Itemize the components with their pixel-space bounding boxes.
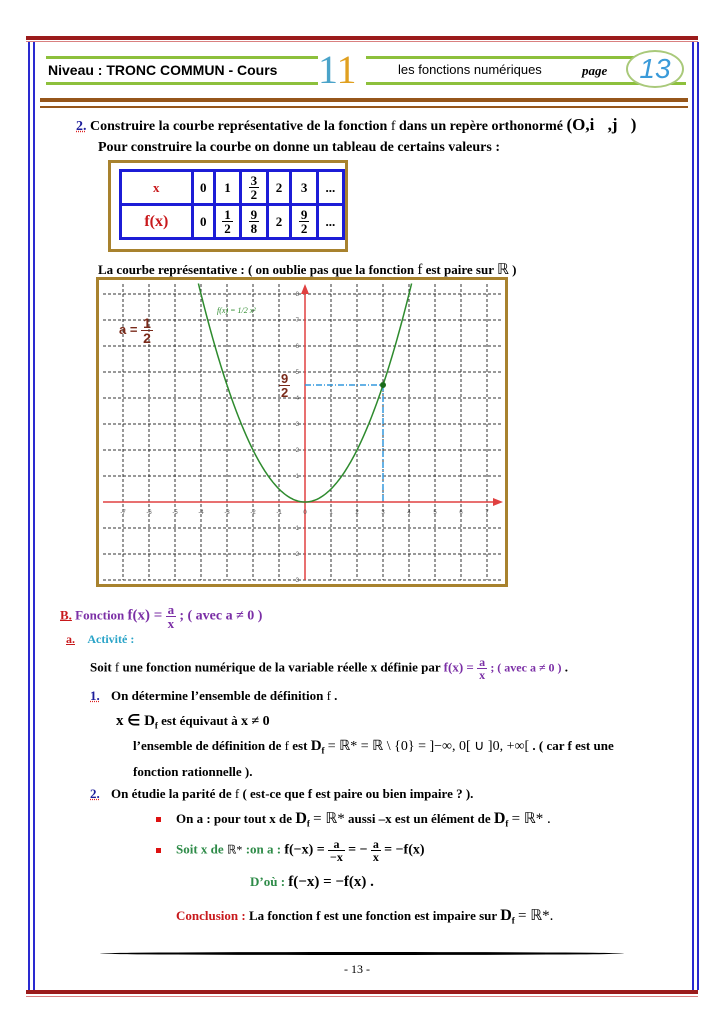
table-cell: $\frac{9}{2}$ — [291, 205, 317, 239]
conclusion — [176, 906, 553, 926]
section-B-heading — [60, 603, 262, 630]
equiv-text: est équivaut à — [161, 713, 238, 728]
bullet-2 — [176, 838, 425, 863]
domain-note: . ( car f est une — [532, 738, 614, 753]
fraction-num: a — [372, 837, 379, 851]
function-label: f(x) = 1/2 x² — [217, 306, 256, 315]
formula-condition: ; ( avec a ≠ 0 ) — [490, 660, 562, 675]
function-symbol: f — [417, 262, 423, 278]
fraction-den: x — [372, 850, 379, 864]
activity-intro — [90, 656, 568, 681]
x-tick-label: 6 — [459, 510, 463, 516]
y-axis-arrow-icon — [301, 284, 309, 294]
x-tick-label: -5 — [172, 510, 178, 516]
y-tick-label: 3 — [295, 422, 299, 428]
bullet-icon — [156, 848, 161, 853]
period: . — [564, 659, 569, 675]
y-tick-label: -2 — [293, 552, 299, 558]
table-cell: $\frac{1}{2}$ — [214, 205, 240, 239]
caption-close: ) — [512, 262, 517, 277]
table-cell: 2 — [267, 171, 291, 205]
values-table — [119, 169, 345, 240]
step-1-domain — [133, 738, 614, 756]
x-tick-label: -3 — [224, 510, 230, 516]
domain-symbol: D — [295, 810, 307, 827]
section-2-line — [76, 115, 636, 135]
x-tick-label: -1 — [276, 510, 282, 516]
parabola-graph — [99, 280, 505, 584]
table-row-x — [121, 171, 344, 205]
item-number: 2. — [76, 119, 87, 134]
function-symbol: f — [390, 119, 396, 134]
y-tick-label: 7 — [295, 318, 299, 324]
activity-title: Activité : — [87, 632, 135, 646]
page-frame-top — [26, 36, 698, 40]
formula-lhs: f(x) = — [127, 607, 163, 624]
table-cell: 0 — [192, 205, 214, 239]
footer-page-number: - 13 - — [344, 962, 370, 976]
page-frame-top-thin — [26, 41, 698, 42]
bullet-text: On a : pour tout x de — [176, 811, 293, 826]
table-row-fx — [121, 205, 344, 239]
x-tick-label: 3 — [381, 510, 385, 516]
intro-text-rest: une fonction numérique de la variable réelle x définie par — [122, 659, 441, 675]
subscript: f — [321, 745, 325, 756]
x-tick-label: 1 — [329, 510, 333, 516]
x-axis-arrow-icon — [493, 498, 503, 506]
item-number: 2. — [90, 786, 100, 801]
equiv-lhs: x ∈ D — [116, 713, 155, 729]
conclusion-text: La fonction f est une fonction est impaire sur — [248, 908, 497, 923]
x-tick-label: 4 — [407, 510, 411, 516]
function-symbol: f — [284, 738, 290, 753]
x-tick-label: -2 — [250, 510, 256, 516]
x-tick-label: 5 — [433, 510, 437, 516]
x-tick-label: 0 — [303, 510, 307, 516]
row-label-x: x — [121, 171, 193, 205]
section-letter: B. — [60, 607, 72, 623]
domain-symbol: D — [500, 907, 512, 924]
subscript: f — [511, 915, 515, 926]
y-tick-label: -1 — [293, 526, 299, 532]
activity-heading — [66, 632, 134, 647]
intro-text: Soit — [90, 659, 112, 675]
bullet-text: Soit x de — [176, 841, 224, 857]
x-tick-label: 7 — [485, 510, 489, 516]
domain-eq: = ℝ*. — [518, 908, 554, 924]
values-table-box — [108, 160, 348, 252]
page-frame-right — [692, 42, 694, 990]
table-cell: 2 — [267, 205, 291, 239]
formula-den: x — [167, 616, 175, 631]
parameter-a-text: a = — [119, 321, 138, 337]
y-tick-label: 1 — [295, 474, 299, 480]
step-question: ( est-ce que f est paire ou bien impaire ? ). — [242, 786, 474, 801]
table-cell: ... — [317, 171, 343, 205]
subscript: f — [505, 818, 509, 829]
page-word: page — [582, 63, 608, 78]
header-chapter-title: les fonctions numériques — [398, 62, 542, 77]
fraction-num: a — [328, 838, 345, 851]
bullet-text-b: aussi –x est un élément de — [347, 811, 491, 826]
table-cell: $\frac{3}{2}$ — [241, 171, 267, 205]
table-cell: 1 — [214, 171, 240, 205]
highlight-point — [380, 382, 386, 388]
bullet-1 — [176, 809, 551, 829]
graph-frame — [96, 277, 508, 587]
x-tick-label: -4 — [198, 510, 204, 516]
item-number: 1. — [90, 688, 100, 703]
function-symbol: f — [234, 786, 240, 801]
step-1-equivalence — [116, 711, 270, 731]
header-line — [46, 56, 318, 59]
x-tick-label: -6 — [146, 510, 152, 516]
function-symbol: f — [114, 659, 120, 675]
formula-condition: ; ( avec a ≠ 0 ) — [179, 608, 263, 624]
row-label-fx: f(x) — [121, 205, 193, 239]
formula-lhs: f(x) = — [443, 659, 474, 675]
point-y-label — [279, 372, 290, 399]
parameter-den: 2 — [143, 330, 151, 346]
point-label-num: 9 — [281, 371, 289, 386]
parameter-num: 1 — [143, 315, 151, 331]
step-title: On étudie la parité de — [111, 786, 232, 801]
y-tick-label: 8 — [295, 292, 299, 298]
instruction-text: Construire la courbe représentative de la fonction — [90, 119, 388, 134]
domain-est: est — [292, 738, 308, 753]
table-cell: ... — [317, 205, 343, 239]
point-label-den: 2 — [281, 385, 289, 400]
step-1-domain-note: fonction rationnelle ). — [133, 764, 253, 779]
activity-letter: a. — [66, 632, 75, 646]
therefore-equation: f(−x) = −f(x) . — [288, 874, 374, 890]
fraction-den: −x — [330, 850, 343, 864]
table-intro: Pour construire la courbe on donne un tableau de certains valeurs : — [98, 140, 500, 155]
bullet-icon — [156, 817, 161, 822]
formula-den: x — [479, 668, 486, 682]
page-frame-bottom-thin — [26, 996, 698, 997]
domain-equation: = ℝ* = ℝ \ {0} = ]−∞, 0[ ∪ ]0, +∞[ — [327, 739, 530, 754]
table-cell: $\frac{9}{8}$ — [241, 205, 267, 239]
therefore-line — [250, 874, 374, 891]
header-line — [366, 56, 636, 59]
real-set-symbol: ℝ* — [226, 842, 243, 857]
step-2-title — [90, 786, 473, 802]
section-title: Fonction — [75, 607, 125, 623]
caption-text: La courbe représentative : ( on oublie pas que la fonction — [98, 262, 415, 277]
domain-symbol: D — [493, 810, 506, 827]
header-separator-thin — [40, 106, 688, 108]
real-set-symbol: ℝ — [496, 262, 509, 278]
page-frame-bottom — [26, 990, 698, 994]
equation-end: = −f(x) — [384, 842, 425, 858]
equation-mid: = − — [348, 842, 368, 858]
header-line — [46, 82, 318, 85]
y-tick-label: 2 — [295, 448, 299, 454]
y-tick-label: 4 — [295, 396, 299, 402]
formula-num: a — [167, 602, 175, 617]
period: . — [334, 688, 338, 703]
equiv-condition: x ≠ 0 — [240, 714, 270, 729]
subscript: f — [306, 818, 310, 829]
page-frame-right-inner — [697, 42, 699, 990]
caption-text-end: est paire sur — [425, 262, 494, 277]
therefore-label: D’où : — [250, 874, 286, 889]
logo-11: 11 — [318, 47, 357, 92]
instruction-text-end: dans un repère orthonormé — [399, 119, 563, 134]
header-separator — [40, 98, 688, 102]
x-tick-label: -7 — [120, 510, 126, 516]
frame-notation: (O,i⃗,j⃗) — [566, 115, 637, 134]
footer-divider — [100, 952, 624, 955]
domain-eq: = ℝ* — [313, 811, 345, 827]
subscript: f — [154, 720, 158, 731]
y-tick-label: 5 — [295, 370, 299, 376]
domain-text: l’ensemble de définition de — [133, 738, 282, 753]
equation-lhs: f(−x) = — [284, 842, 325, 858]
page-frame-left — [28, 42, 30, 990]
domain-eq: = ℝ* . — [511, 811, 551, 827]
y-tick-label: 6 — [295, 344, 299, 350]
x-tick-label: 2 — [355, 510, 359, 516]
conclusion-label: Conclusion : — [176, 908, 246, 923]
y-tick-label: -3 — [293, 578, 299, 584]
page-number-badge: 13 — [626, 50, 684, 88]
table-cell: 0 — [192, 171, 214, 205]
function-symbol: f — [326, 688, 331, 703]
step-1-title — [90, 688, 337, 704]
formula-num: a — [479, 655, 486, 669]
table-cell: 3 — [291, 171, 317, 205]
parameter-label — [119, 316, 153, 345]
domain-symbol: D — [310, 738, 322, 754]
page-frame-left-inner — [33, 42, 35, 990]
step-title: On détermine l’ensemble de définition — [111, 688, 324, 703]
bullet-text-b: :on a : — [245, 841, 282, 857]
header-level-title: Niveau : TRONC COMMUN - Cours — [48, 62, 278, 78]
